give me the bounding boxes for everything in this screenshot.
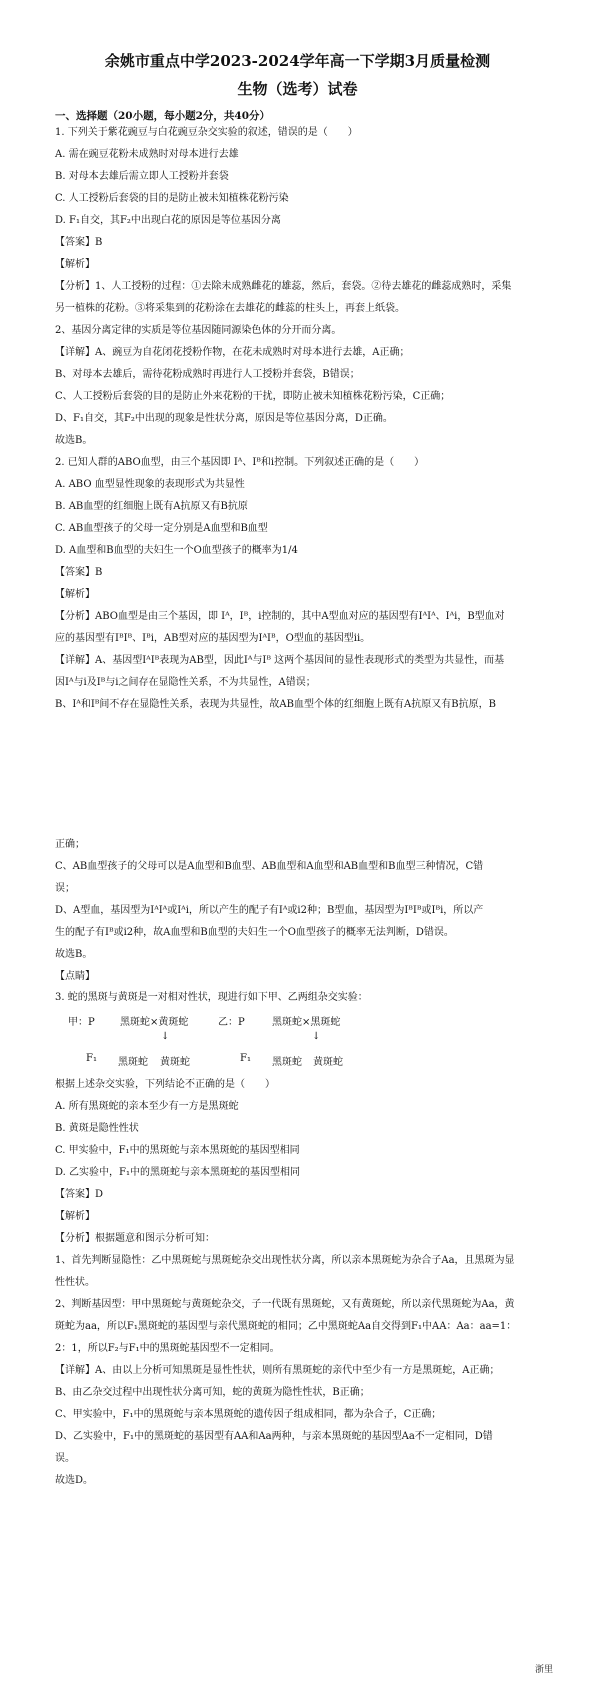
- text-line: 故选D。: [55, 1475, 94, 1486]
- text-line: 2：1，所以F₂与F₁中的黑斑蛇基因型不一定相同。: [55, 1343, 280, 1354]
- jia-f1-label: F₁: [86, 1053, 97, 1064]
- text-line: 【详解】A、基因型IᴬIᴮ表现为AB型，因此Iᴬ与Iᴮ 这两个基因间的显性表现形式的类型为共显性，而基: [55, 655, 505, 666]
- text-line: 正确；: [55, 839, 85, 850]
- text-line: 生的配子有Iᴮ或i2种，故A血型和B血型的夫妇生一个O血型孩子的概率无法判断，D错误。: [55, 927, 454, 938]
- text-line: 【详解】A、由以上分析可知黑斑是显性性状，则所有黑斑蛇的亲代中至少有一方是黑斑蛇，A正确；: [55, 1365, 500, 1376]
- text-line: D、F₁自交，其F₂中出现的现象是性状分离，原因是等位基因分离，D正确。: [55, 413, 393, 424]
- text-line: 2、基因分离定律的实质是等位基因随同源染色体的分开而分离。: [55, 325, 342, 336]
- text-line: 【答案】D: [55, 1189, 104, 1200]
- text-line: 性性状。: [55, 1277, 95, 1288]
- text-line: D. F₁自交，其F₂中出现白花的原因是等位基因分离: [55, 215, 281, 226]
- text-line: 因Iᴬ与i及Iᴮ与i之间存在显隐性关系，不为共显性，A错误；: [55, 677, 316, 688]
- text-line: 误。: [55, 1453, 75, 1464]
- text-line: 【答案】B: [55, 237, 103, 248]
- cross-diagram: [68, 1013, 388, 1071]
- yi-arrow: ↓: [312, 1031, 321, 1042]
- text-line: D、A型血，基因型为IᴬIᴬ或Iᴬi，所以产生的配子有Iᴬ或i2种；B型血，基因型为IᴮIᴮ或Iᴮi，所以产: [55, 905, 484, 916]
- text-line: C、AB血型孩子的父母可以是A血型和B血型、AB血型和A血型和AB血型和B血型三种情况，C错: [55, 861, 484, 872]
- text-line: 【详解】A、豌豆为自花闭花授粉作物，在花未成熟时对母本进行去雄，A正确；: [55, 347, 410, 358]
- text-line: 斑蛇为aa，所以F₁黑斑蛇的基因型与亲代黑斑蛇的相同；乙中黑斑蛇Aa自交得到F₁中AA：Aa：aa=1：: [55, 1321, 517, 1332]
- text-line: 【分析】ABO血型是由三个基因，即 Iᴬ，Iᴮ，i控制的，其中A型血对应的基因型有IᴬIᴬ、Iᴬi，B型血对: [55, 611, 505, 622]
- text-line: B. AB血型的红细胞上既有A抗原又有B抗原: [55, 501, 248, 512]
- yi-p-label: 乙：P: [218, 1017, 245, 1028]
- text-line: D. 乙实验中，F₁中的黑斑蛇与亲本黑斑蛇的基因型相同: [55, 1167, 300, 1178]
- yi-cross: 黑斑蛇×黑斑蛇: [272, 1017, 341, 1028]
- jia-f1-yellow: 黄斑蛇: [160, 1057, 190, 1068]
- text-line: C. 甲实验中，F₁中的黑斑蛇与亲本黑斑蛇的基因型相同: [55, 1145, 300, 1156]
- text-line: 应的基因型有IᴮIᴮ、Iᴮi，AB型对应的基因型为IᴬIᴮ，O型血的基因型ii。: [55, 633, 371, 644]
- jia-arrow: ↓: [161, 1031, 170, 1042]
- text-line: B、对母本去雄后，需待花粉成熟时再进行人工授粉并套袋，B错误；: [55, 369, 360, 380]
- yi-f1-black: 黑斑蛇: [272, 1057, 302, 1068]
- text-line: C、人工授粉后套袋的目的是防止外来花粉的干扰，即防止被未知植株花粉污染，C正确；: [55, 391, 451, 402]
- text-line: C. 人工授粉后套袋的目的是防止被未知植株花粉污染: [55, 193, 289, 204]
- text-line: 【解析】: [55, 1211, 95, 1222]
- text-line: B. 对母本去雄后需立即人工授粉并套袋: [55, 171, 229, 182]
- jia-cross: 黑斑蛇×黄斑蛇: [120, 1017, 189, 1028]
- text-line: 【解析】: [55, 589, 95, 600]
- page-title: 余姚市重点中学2023-2024学年高一下学期3月质量检测: [104, 52, 491, 70]
- text-line: 【点睛】: [55, 971, 95, 982]
- text-line: 故选B。: [55, 435, 93, 446]
- text-line: 【答案】B: [55, 567, 103, 578]
- text-line: 2、判断基因型：甲中黑斑蛇与黄斑蛇杂交，子一代既有黑斑蛇，又有黄斑蛇，所以亲代黑斑蛇为Aa，黄: [55, 1299, 515, 1310]
- text-line: C. AB血型孩子的父母一定分别是A血型和B血型: [55, 523, 268, 534]
- text-line: 【分析】1、人工授粉的过程：①去除未成熟雌花的雄蕊，然后，套袋。②待去雄花的雌蕊成熟时，采集: [55, 281, 512, 292]
- text-line: A. 需在豌豆花粉未成熟时对母本进行去雄: [55, 149, 239, 160]
- text-line: 根据上述杂交实验，下列结论不正确的是（ ）: [55, 1079, 275, 1090]
- jia-p-label: 甲：P: [68, 1017, 95, 1028]
- text-line: 1、首先判断显隐性：乙中黑斑蛇与黑斑蛇杂交出现性状分离，所以亲本黑斑蛇为杂合子Aa，且黑斑为显: [55, 1255, 515, 1266]
- text-line: 1. 下列关于紫花豌豆与白花豌豆杂交实验的叙述，错误的是（ ）: [55, 127, 358, 138]
- text-line: 【分析】根据题意和图示分析可知：: [55, 1233, 215, 1244]
- text-line: B、Iᴬ和Iᴮ间不存在显隐性关系，表现为共显性，故AB血型个体的红细胞上既有A抗原又有B抗原，B: [55, 699, 496, 710]
- text-line: C、甲实验中，F₁中的黑斑蛇与亲本黑斑蛇的遗传因子组成相同，都为杂合子，C正确；: [55, 1409, 442, 1420]
- text-line: 另一植株的花粉。③将采集到的花粉涂在去雄花的雌蕊的柱头上，再套上纸袋。: [55, 303, 405, 314]
- text-line: 误；: [55, 883, 75, 894]
- text-line: D. A血型和B血型的夫妇生一个O血型孩子的概率为1/4: [55, 545, 298, 556]
- text-line: D、乙实验中，F₁中的黑斑蛇的基因型有AA和Aa两种，与亲本黑斑蛇的基因型Aa不一定相同，D错: [55, 1431, 493, 1442]
- text-line: 2. 已知人群的ABO血型，由三个基因即 Iᴬ、Iᴮ和i控制。下列叙述正确的是（ ）: [55, 457, 425, 468]
- section-heading: 一、选择题（20小题，每小题2分，共40分）: [55, 110, 271, 122]
- footer-mark: 浙里: [534, 1665, 553, 1675]
- text-line: B、由乙杂交过程中出现性状分离可知，蛇的黄斑为隐性性状，B正确；: [55, 1387, 370, 1398]
- text-line: 【解析】: [55, 259, 95, 270]
- page-subtitle: 生物（选考）试卷: [237, 80, 358, 98]
- text-line: 故选B。: [55, 949, 93, 960]
- text-line: B. 黄斑是隐性性状: [55, 1123, 139, 1134]
- text-line: A. 所有黑斑蛇的亲本至少有一方是黑斑蛇: [55, 1101, 239, 1112]
- jia-f1-black: 黑斑蛇: [118, 1057, 148, 1068]
- yi-f1-label: F₁: [240, 1053, 251, 1064]
- yi-f1-yellow: 黄斑蛇: [313, 1057, 343, 1068]
- text-line: 3. 蛇的黑斑与黄斑是一对相对性状，现进行如下甲、乙两组杂交实验：: [55, 992, 368, 1003]
- text-line: A. ABO 血型显性现象的表现形式为共显性: [55, 479, 245, 490]
